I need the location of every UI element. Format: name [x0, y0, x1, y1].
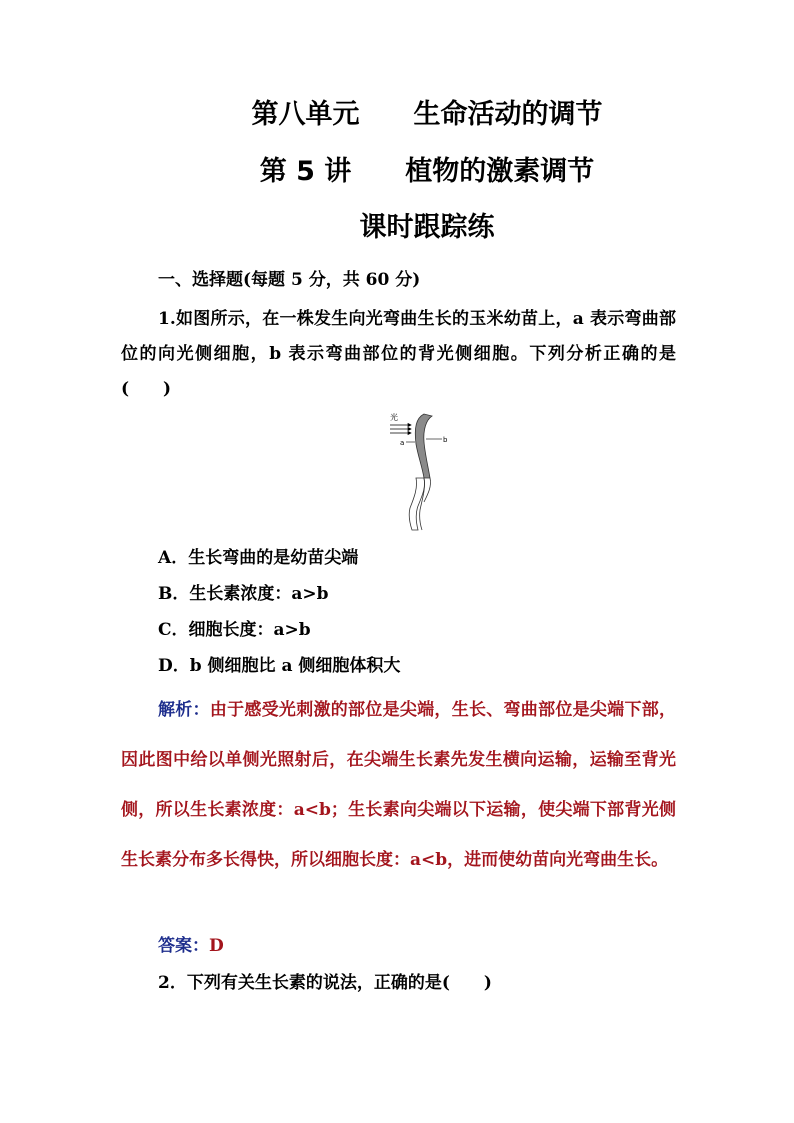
- section-heading: 一、选择题(每题 5 分，共 60 分): [158, 270, 421, 290]
- answer-line: [158, 934, 224, 958]
- figure-label-a: a: [400, 439, 405, 447]
- lecture-title: 第 5 讲 植物的激素调节: [259, 156, 595, 187]
- analysis-text: 由于感受光刺激的部位是尖端，生长、弯曲部位是尖端下部，因此图中给以单侧光照射后，在尖端生长素先发生横向运输，运输至背光侧，所以生长素浓度：a<b；生长素向尖端以下运输，使尖端下部背光侧生长素分布多长得快，所以细胞长度：a<b，进而使幼苗向光弯曲生长。: [121, 700, 676, 870]
- option-b: B．生长素浓度：a>b: [158, 584, 329, 604]
- question-1-text: 1.如图所示，在一株发生向光弯曲生长的玉米幼苗上，a 表示弯曲部位的向光侧细胞，b 表示弯曲部位的背光侧细胞。下列分析正确的是( ): [121, 309, 676, 399]
- light-arrows-icon: [390, 424, 411, 435]
- unit-title: 第八单元 生命活动的调节: [251, 99, 603, 130]
- figure-label-b: b: [443, 436, 448, 444]
- option-d: D．b 侧细胞比 a 侧细胞体积大: [158, 656, 401, 676]
- answer-value: D: [209, 936, 224, 956]
- answer-label: 答案：: [158, 936, 209, 956]
- figure-light-label: 光: [390, 413, 398, 422]
- practice-title: 课时跟踪练: [359, 212, 495, 243]
- option-c: C．细胞长度：a>b: [158, 620, 311, 640]
- seedling-figure: [380, 408, 470, 532]
- analysis-label: 解析：: [158, 700, 210, 720]
- question-2-text: 2．下列有关生长素的说法，正确的是( ): [158, 973, 492, 993]
- analysis-paragraph: [121, 685, 676, 885]
- option-a: A．生长弯曲的是幼苗尖端: [158, 548, 359, 568]
- seedling-icon: [409, 414, 432, 530]
